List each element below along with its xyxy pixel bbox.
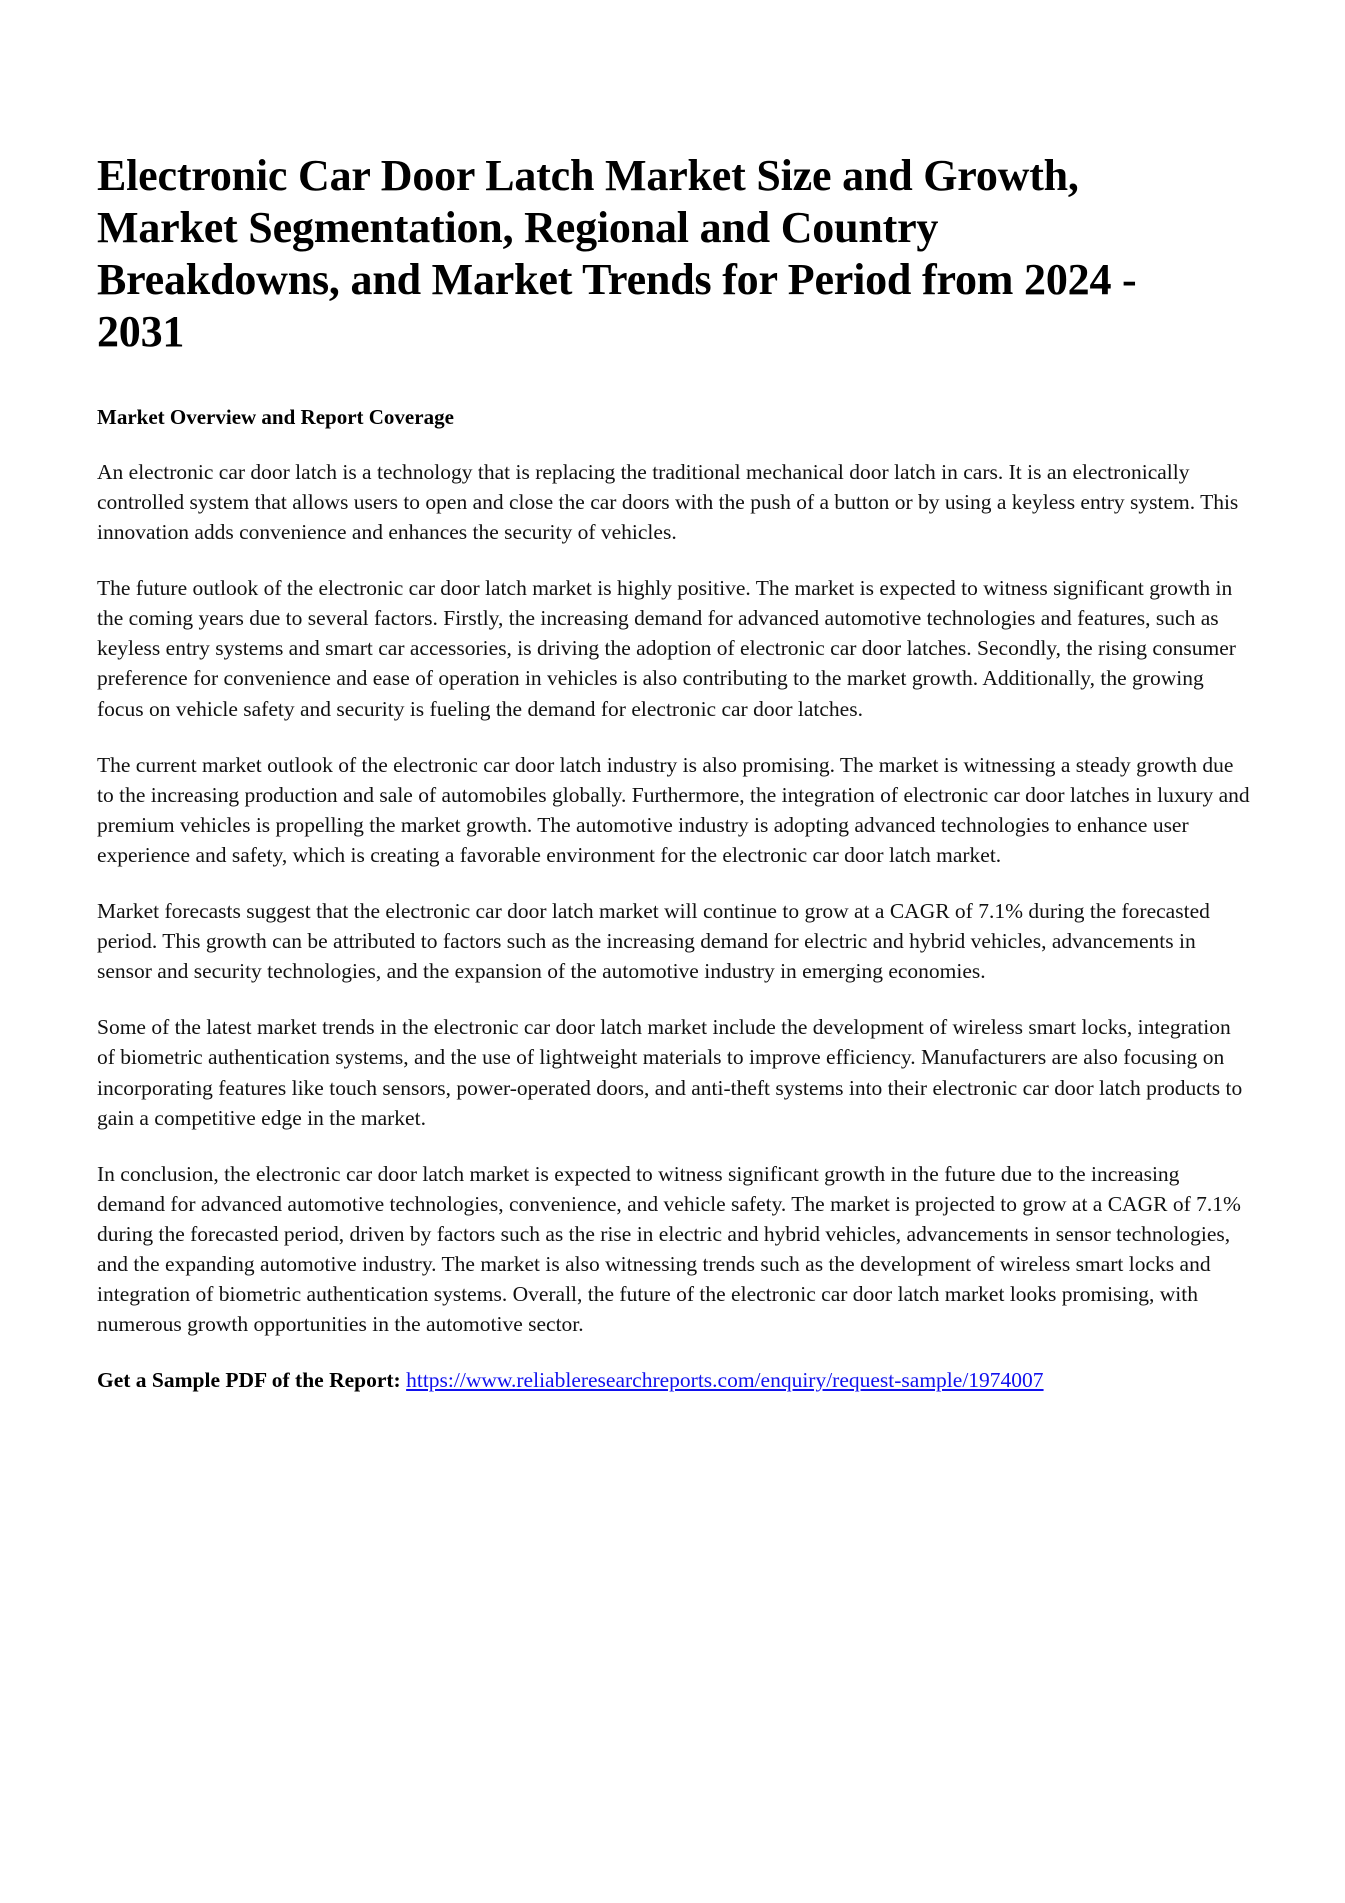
sample-pdf-label: Get a Sample PDF of the Report: [97,1368,401,1393]
paragraph-definition: An electronic car door latch is a technology that is replacing the traditional mechanical door latch in cars. It is an electronically controlled system that allows users to open and close the car doors with the push of a button or by using a keyless entry system. This innovation adds convenience and enhances the security of vehicles. [97,459,1239,545]
section-heading-market-overview: Market Overview and Report Coverage [97,404,454,429]
paragraph-conclusion: In conclusion, the electronic car door latch market is expected to witness significant growth in the future due to the increasing demand for advanced automotive technologies, convenience, and vehicle safety. The market is projected to grow at a CAGR of 7.1% during the forecasted period, driven by factors such as the rise in electric and hybrid vehicles, advancements in sensor technologies, and the expanding automotive industry. The market is also witnessing trends such as the development of wireless smart locks and integration of biometric authentication systems. Overall, the future of the electronic car door latch market looks promising, with numerous growth opportunities in the automotive sector. [97,1161,1241,1337]
page-title: Electronic Car Door Latch Market Size and Growth, Market Segmentation, Regional and Country Breakdowns, and Market Trends for Period from 2024 - 2031 [97,151,1137,356]
sample-pdf-cta [97,1365,1250,1395]
paragraph-current-outlook: The current market outlook of the electronic car door latch industry is also promising. The market is witnessing a steady growth due to the increasing production and sale of automobiles globally. Furthermore, the integration of electronic car door latches in luxury and premium vehicles is propelling the market growth. The automotive industry is adopting advanced technologies to enhance user experience and safety, which is creating a favorable environment for the electronic car door latch market. [97,752,1250,867]
paragraph-market-forecasts: Market forecasts suggest that the electronic car door latch market will continue to grow at a CAGR of 7.1% during the forecasted period. This growth can be attributed to factors such as the increasing demand for electric and hybrid vehicles, advancements in sensor and security technologies, and the expansion of the automotive industry in emerging economies. [97,899,1210,984]
sample-pdf-link[interactable]: https://www.reliableresearchreports.com/enquiry/request-sample/1974007 [406,1368,1044,1393]
paragraph-future-outlook: The future outlook of the electronic car door latch market is highly positive. The market is expected to witness significant growth in the coming years due to several factors. Firstly, the increasing demand for advanced automotive technologies and features, such as keyless entry systems and smart car accessories, is driving the adoption of electronic car door latches. Secondly, the rising consumer preference for convenience and ease of operation in vehicles is also contributing to the market growth. Additionally, the growing focus on vehicle safety and security is fueling the demand for electronic car door latches. [97,576,1236,721]
paragraph-latest-trends: Some of the latest market trends in the electronic car door latch market include the development of wireless smart locks, integration of biometric authentication systems, and the use of lightweight materials to improve efficiency. Manufacturers are also focusing on incorporating features like touch sensors, power-operated doors, and anti-theft systems into their electronic car door latch products to gain a competitive edge in the market. [97,1015,1243,1130]
